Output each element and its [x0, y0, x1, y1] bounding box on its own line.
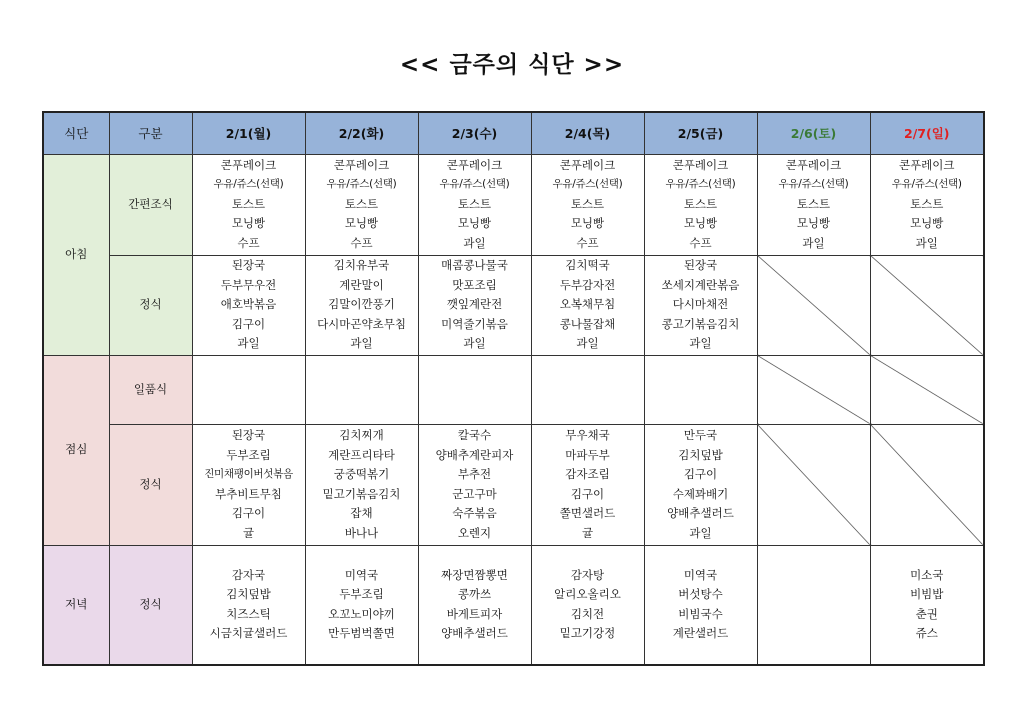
menu-cell	[192, 154, 305, 255]
menu-cell	[305, 424, 418, 545]
dish-item: 다시마곤약초무침	[317, 316, 406, 331]
dish-item: 콘푸레이크	[220, 157, 277, 172]
dish-item: 모닝빵	[570, 216, 605, 231]
dish-item: 모닝빵	[683, 216, 718, 231]
dish-item: 김구이	[231, 316, 266, 331]
dish-item: 양배추샐러드	[441, 626, 508, 641]
menu-cell	[644, 424, 757, 545]
dish-item: 과일	[350, 336, 373, 351]
menu-cell	[192, 255, 305, 355]
dish-item: 김구이	[231, 506, 266, 520]
dish-item: 우유/쥬스(선택)	[326, 178, 397, 191]
dish-item: 토스트	[683, 196, 718, 211]
dish-item: 모닝빵	[231, 216, 266, 231]
dish-item: 콘푸레이크	[333, 157, 390, 172]
dish-item: 미역줄기볶음	[441, 316, 508, 331]
header-meal: 식단	[43, 112, 109, 154]
dish-item: 시금치귤샐러드	[209, 626, 288, 641]
dish-item: 콩나물잡채	[559, 316, 616, 331]
meal-label-dinner: 저녁	[43, 545, 109, 665]
dish-item: 토스트	[231, 196, 266, 211]
dish-item: 쏘세지계란볶음	[661, 277, 740, 292]
dish-item: 치즈스틱	[226, 606, 271, 621]
header-day-tue: 2/2(화)	[305, 112, 418, 154]
category-simple-breakfast: 간편조식	[109, 154, 192, 255]
dish-item: 된장국	[683, 258, 718, 273]
dish-item: 무우채국	[565, 428, 610, 442]
dish-item: 콩까쓰	[457, 587, 492, 602]
dish-item: 김치떡국	[565, 258, 610, 273]
dish-item: 부추전	[457, 467, 492, 481]
dish-item: 된장국	[231, 428, 266, 442]
page-title: << 금주의 식단 >>	[399, 52, 625, 78]
menu-cell	[305, 255, 418, 355]
dish-item: 두부감자전	[559, 277, 616, 292]
header-day-thu: 2/4(목)	[531, 112, 644, 154]
dish-item: 매콤콩나물국	[441, 258, 508, 273]
header-day-sat: 2/6(토)	[757, 112, 870, 154]
menu-cell	[531, 424, 644, 545]
dish-item: 과일	[463, 235, 486, 250]
dish-item: 바게트피자	[446, 606, 503, 621]
dish-item: 김구이	[683, 467, 718, 481]
dish-item: 콘푸레이크	[672, 157, 729, 172]
dish-item: 우유/쥬스(선택)	[665, 178, 736, 191]
meal-label-lunch: 점심	[43, 355, 109, 545]
dish-item: 된장국	[231, 258, 266, 273]
menu-cell	[418, 255, 531, 355]
dish-item: 춘권	[915, 606, 938, 621]
empty-cell-crossed	[757, 424, 870, 545]
dish-item: 콩고기볶음김치	[661, 316, 740, 331]
dish-item: 두부조림	[339, 587, 384, 602]
dish-item: 계란샐러드	[672, 626, 729, 641]
header-category: 구분	[109, 112, 192, 154]
dish-item: 김치찌개	[339, 428, 384, 442]
dish-item: 과일	[576, 336, 599, 351]
menu-cell	[418, 154, 531, 255]
dish-item: 부추비트무침	[215, 486, 282, 501]
category-set-meal: 정식	[109, 255, 192, 355]
dish-item: 김치유부국	[333, 258, 390, 273]
dish-item: 과일	[237, 336, 260, 351]
dish-item: 칼국수	[457, 428, 492, 442]
dish-item: 바나나	[344, 525, 379, 540]
dish-item: 버섯탕수	[678, 587, 723, 602]
menu-cell	[870, 545, 984, 665]
dish-item: 김말이깐풍기	[328, 297, 395, 312]
dish-item: 잡채	[350, 506, 373, 520]
dish-item: 오복채무침	[559, 297, 616, 312]
dish-item: 오렌지	[457, 525, 492, 540]
dish-item: 토스트	[910, 196, 944, 211]
menu-cell	[192, 545, 305, 665]
dish-item: 과일	[802, 235, 825, 250]
dish-item: 수프	[237, 235, 260, 250]
dish-item: 군고구마	[452, 486, 497, 501]
dish-item: 콘푸레이크	[785, 157, 842, 172]
dish-item: 콘푸레이크	[898, 157, 955, 172]
header-day-mon: 2/1(월)	[192, 112, 305, 154]
header-day-fri: 2/5(금)	[644, 112, 757, 154]
dish-item: 감자조림	[565, 467, 610, 481]
empty-cell-crossed	[870, 424, 984, 545]
dish-item: 과일	[463, 336, 486, 351]
menu-cell-empty	[644, 355, 757, 424]
dish-item: 수제꽈배기	[672, 486, 729, 501]
dish-item: 맛포조림	[452, 277, 497, 292]
category-set-meal: 정식	[109, 545, 192, 665]
menu-cell	[531, 545, 644, 665]
dish-item: 김구이	[570, 486, 605, 501]
menu-cell	[644, 545, 757, 665]
empty-cell-crossed	[870, 355, 984, 424]
dish-item: 감자탕	[570, 567, 605, 582]
dish-item: 계란프리타타	[328, 447, 395, 462]
empty-cell-crossed	[757, 355, 870, 424]
dish-item: 애호박볶음	[220, 297, 277, 312]
dish-item: 알리오올리오	[554, 587, 621, 602]
dish-item: 비빔밥	[910, 587, 944, 602]
menu-cell	[644, 154, 757, 255]
empty-cell-crossed	[757, 255, 870, 355]
menu-cell-empty	[305, 355, 418, 424]
dish-item: 오꼬노미야끼	[328, 606, 395, 621]
dish-item: 우유/쥬스(선택)	[778, 178, 849, 191]
dish-item: 만두범벅쫄면	[328, 626, 395, 641]
menu-cell	[418, 545, 531, 665]
dish-item: 귤	[581, 525, 594, 540]
dish-item: 토스트	[344, 196, 379, 211]
dish-item: 양배추샐러드	[667, 506, 734, 520]
dish-item: 김치덮밥	[678, 447, 723, 462]
dish-item: 수프	[689, 235, 712, 250]
header-day-sun: 2/7(일)	[870, 112, 984, 154]
dish-item: 과일	[689, 525, 712, 540]
dish-item: 만두국	[683, 428, 718, 442]
menu-cell	[531, 255, 644, 355]
dish-item: 궁중떡볶기	[333, 467, 390, 481]
dish-item: 과일	[915, 235, 938, 250]
dish-item: 모닝빵	[796, 216, 831, 231]
dish-item: 밑고기볶음김치	[322, 486, 401, 501]
empty-cell-crossed	[870, 255, 984, 355]
dish-item: 짜장면짬뽕면	[441, 567, 508, 582]
dish-item: 귤	[242, 525, 255, 540]
menu-cell	[305, 154, 418, 255]
weekly-menu-table	[42, 111, 985, 666]
dish-item: 숙주볶음	[452, 506, 497, 520]
dish-item: 다시마채전	[672, 297, 729, 312]
dish-item: 수프	[576, 235, 599, 250]
menu-cell	[870, 154, 984, 255]
dish-item: 우유/쥬스(선택)	[891, 178, 962, 191]
dish-item: 계란말이	[339, 277, 384, 292]
meal-label-morning: 아침	[43, 154, 109, 355]
dish-item: 수프	[350, 235, 373, 250]
dish-item: 미역국	[683, 567, 718, 582]
dish-item: 두부조림	[226, 447, 271, 462]
dish-item: 우유/쥬스(선택)	[552, 178, 623, 191]
dish-item: 쥬스	[915, 626, 938, 641]
menu-cell	[644, 255, 757, 355]
header-day-wed: 2/3(수)	[418, 112, 531, 154]
dish-item: 과일	[689, 336, 712, 351]
menu-cell-empty	[192, 355, 305, 424]
dish-item: 우유/쥬스(선택)	[213, 178, 284, 191]
dish-item: 쫄면샐러드	[559, 506, 616, 520]
dish-item: 미소국	[910, 567, 944, 582]
menu-cell	[192, 424, 305, 545]
dish-item: 모닝빵	[344, 216, 379, 231]
dish-item: 마파두부	[565, 447, 610, 462]
dish-item: 두부무우전	[220, 277, 277, 292]
dish-item: 진미채팽이버섯볶음	[204, 468, 293, 480]
category-set-meal: 정식	[109, 424, 192, 545]
dish-item: 우유/쥬스(선택)	[439, 178, 510, 191]
menu-cell	[305, 545, 418, 665]
menu-cell-empty	[418, 355, 531, 424]
menu-cell	[757, 545, 870, 665]
menu-cell	[531, 154, 644, 255]
menu-cell	[418, 424, 531, 545]
menu-cell-empty	[531, 355, 644, 424]
dish-item: 미역국	[344, 567, 379, 582]
dish-item: 토스트	[570, 196, 605, 211]
dish-item: 감자국	[231, 567, 266, 582]
menu-cell	[757, 154, 870, 255]
dish-item: 김치덮밥	[226, 587, 271, 602]
dish-item: 깻잎계란전	[446, 297, 503, 312]
dish-item: 밑고기강정	[559, 626, 616, 641]
dish-item: 토스트	[457, 196, 492, 211]
dish-item: 콘푸레이크	[446, 157, 503, 172]
dish-item: 모닝빵	[910, 216, 944, 231]
category-single-dish: 일품식	[109, 355, 192, 424]
dish-item: 토스트	[796, 196, 831, 211]
dish-item: 김치전	[570, 606, 605, 621]
dish-item: 비빔국수	[678, 606, 723, 621]
dish-item: 양배추계란피자	[435, 447, 514, 462]
dish-item: 모닝빵	[457, 216, 492, 231]
dish-item: 콘푸레이크	[559, 157, 616, 172]
